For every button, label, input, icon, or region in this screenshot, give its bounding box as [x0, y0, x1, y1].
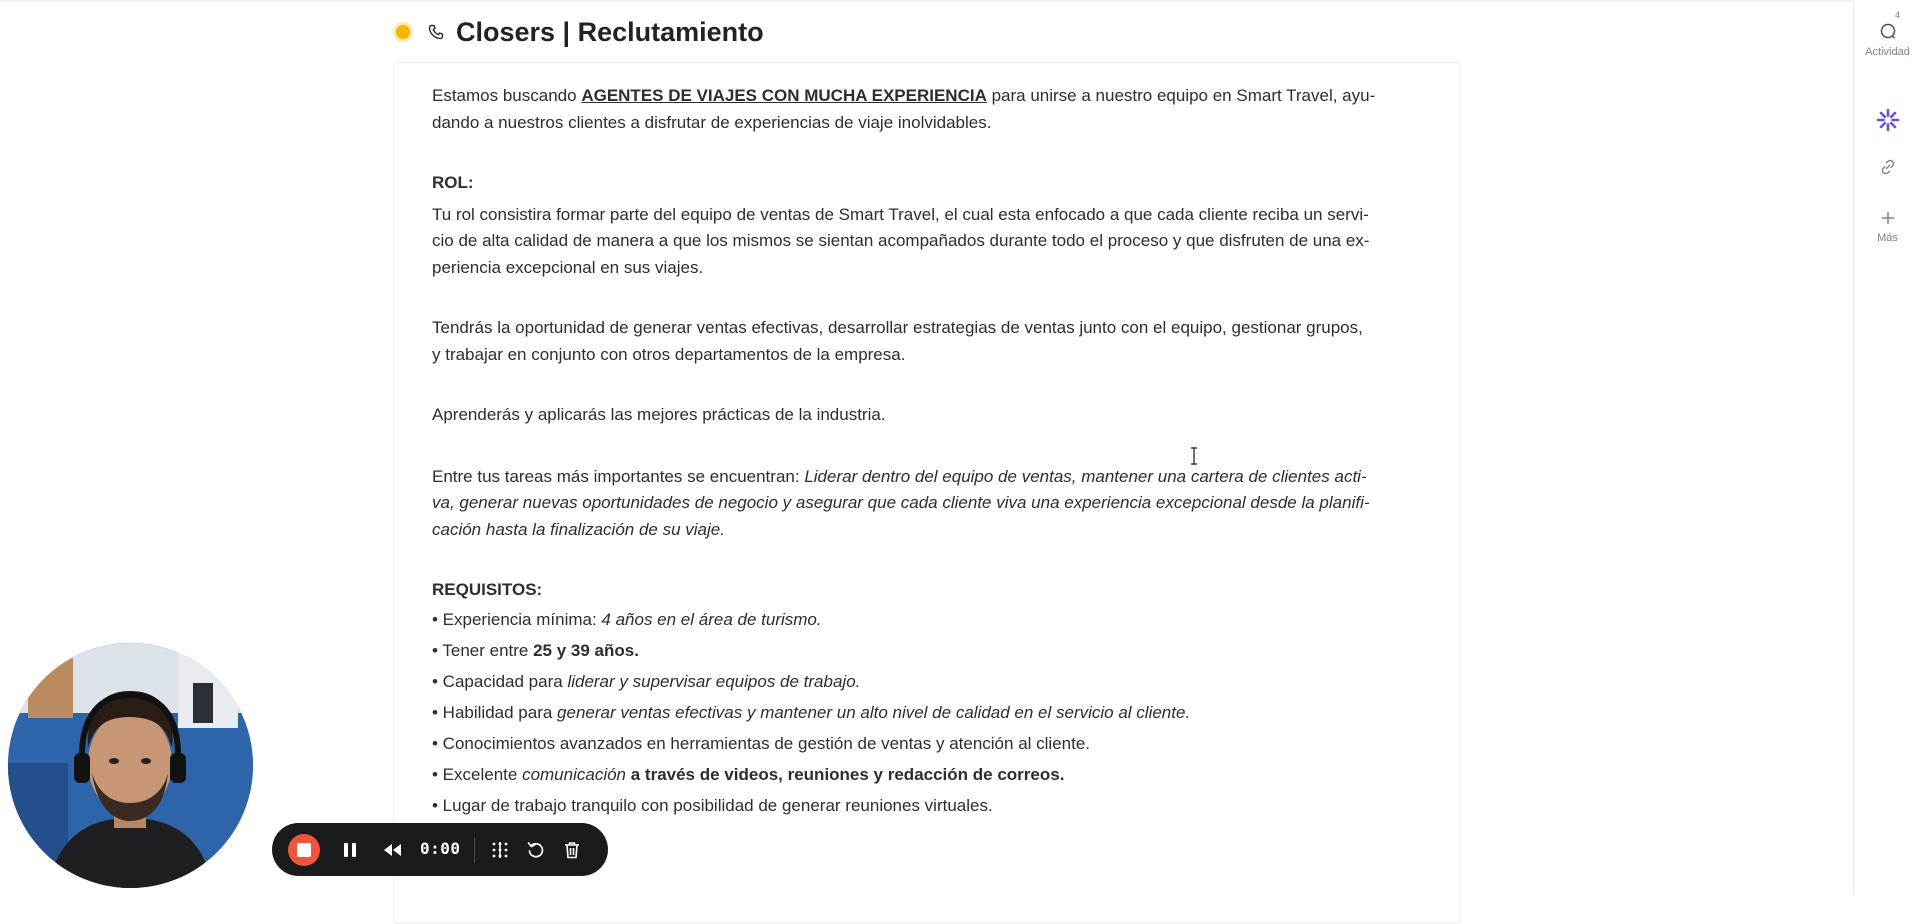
phone-icon: [428, 24, 444, 40]
comment-icon: [1879, 22, 1897, 40]
more-label: Más: [1877, 232, 1898, 244]
rol-line2: cio de alta calidad de manera a que los mismos se sientan acompañados durante todo el proceso y que disfruten de una ex-: [432, 231, 1370, 250]
intro-line2: dando a nuestros clientes a disfrutar de experiencias de viaje inolvidables.: [432, 112, 992, 132]
link-icon: [1879, 158, 1897, 176]
rewind-icon: [382, 842, 402, 858]
sparkle-icon: [1876, 108, 1900, 132]
toolbar-divider: [474, 837, 475, 863]
activity-button[interactable]: [1854, 22, 1920, 58]
activity-label: Actividad: [1865, 46, 1910, 58]
recording-toolbar: [272, 823, 608, 876]
pause-button[interactable]: [340, 840, 360, 860]
rewind-button[interactable]: [380, 840, 404, 860]
trash-icon: [564, 841, 580, 859]
webcam-bubble[interactable]: [8, 643, 253, 888]
requirements-list: [432, 604, 1422, 821]
more-button[interactable]: [1854, 210, 1920, 244]
stop-icon: [297, 843, 311, 857]
text-cursor-icon: [1189, 447, 1199, 465]
document-body[interactable]: [432, 83, 1422, 821]
intro-paragraph: Estamos buscando AGENTES DE VIAJES CON MUCHA EXPERIENCIA para unirse a nuestro equipo en Smart Travel, ayu-: [432, 86, 1376, 105]
top-bar: [0, 0, 1855, 2]
tasks-line3: cación hasta la finalización de su viaje.: [432, 519, 725, 539]
list-item: • Tener entre 25 y 39 años.: [432, 640, 639, 660]
rol-heading: ROL:: [432, 173, 474, 192]
activity-count-badge: 4: [1895, 10, 1901, 20]
rol-line1: Tu rol consistira formar parte del equipo de ventas de Smart Travel, el cual esta enfocado a que cada cliente reciba un servi-: [432, 204, 1369, 224]
restart-button[interactable]: [526, 840, 546, 860]
status-dot-icon[interactable]: [396, 25, 410, 39]
delete-recording-button[interactable]: [562, 840, 582, 860]
page-title[interactable]: Closers | Reclutamiento: [456, 16, 764, 47]
list-item: • Excelente comunicación a través de videos, reuniones y redacción de correos.: [432, 764, 1065, 784]
opportunity-line2: y trabajar en conjunto con otros departamentos de la empresa.: [432, 344, 906, 364]
link-button[interactable]: [1854, 158, 1920, 176]
list-item: • Experiencia mínima: 4 años en el área de turismo.: [432, 609, 822, 629]
opportunity-line1: Tendrás la oportunidad de generar ventas efectivas, desarrollar estrategias de ventas junto con el equipo, gestionar grupos,: [432, 318, 1363, 337]
drawing-tool-button[interactable]: [490, 840, 510, 860]
recording-timer: 0:00: [420, 839, 461, 858]
page-header: [396, 14, 764, 50]
requisitos-heading: REQUISITOS:: [432, 580, 543, 599]
list-item: • Habilidad para generar ventas efectivas y mantener un alto nivel de calidad en el servicio al cliente.: [432, 702, 1191, 722]
plus-icon: [1880, 210, 1896, 226]
webcam-video: [8, 643, 253, 888]
tasks-line2: va, generar nuevas oportunidades de negocio y asegurar que cada cliente viva una experiencia excepcional desde la planifi-: [432, 493, 1370, 512]
rol-line3: periencia excepcional en sus viajes.: [432, 257, 704, 277]
list-item: • Capacidad para liderar y supervisar equipos de trabajo.: [432, 671, 861, 691]
restart-icon: [527, 841, 545, 859]
document-panel: [393, 62, 1461, 924]
learn-paragraph: Aprenderás y aplicarás las mejores prácticas de la industria.: [432, 405, 886, 424]
ai-button[interactable]: [1854, 108, 1920, 132]
pause-icon: [343, 842, 357, 858]
stop-recording-button[interactable]: [288, 834, 320, 866]
tasks-line1: Entre tus tareas más importantes se encuentran: Liderar dentro del equipo de ventas, mantener una cartera de clientes acti-: [432, 466, 1367, 486]
right-rail: [1853, 0, 1920, 895]
list-item: • Conocimientos avanzados en herramientas de gestión de ventas y atención al cliente.: [432, 733, 1091, 753]
list-item: • Lugar de trabajo tranquilo con posibilidad de generar reuniones virtuales.: [432, 795, 993, 815]
grid-dots-icon: [491, 841, 509, 859]
